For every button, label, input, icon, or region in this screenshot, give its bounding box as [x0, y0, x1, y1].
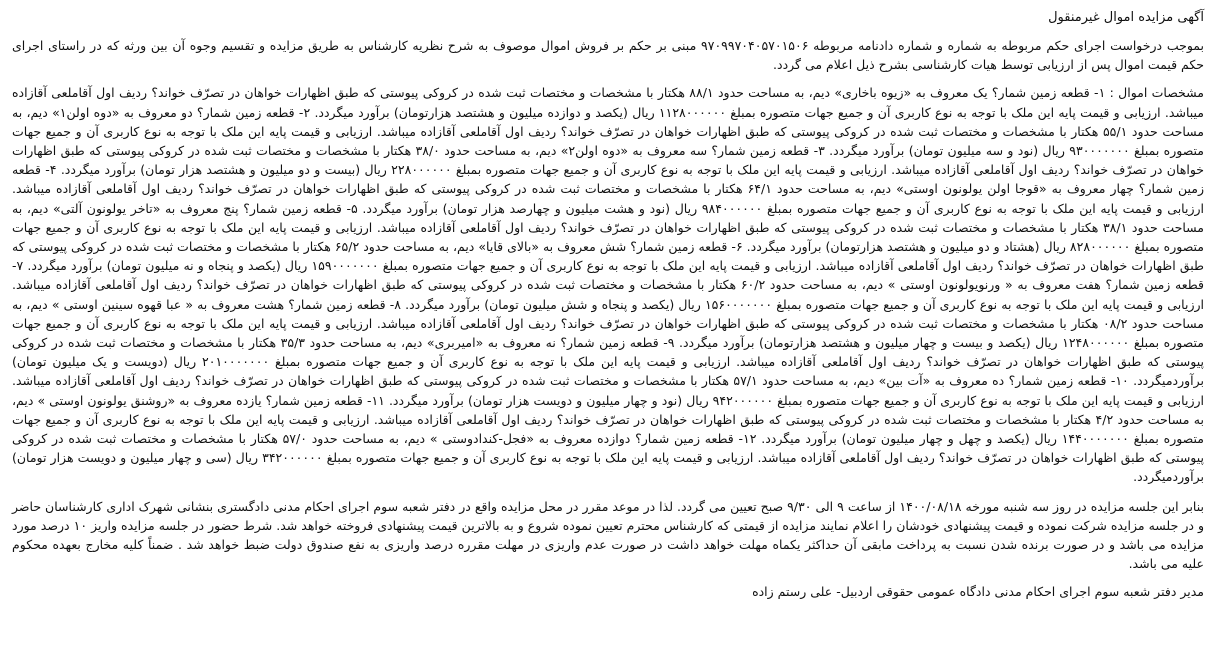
auction-session-paragraph: بنابر این جلسه مزایده در روز سه شنبه مورخه ۱۴۰۰/۰۸/۱۸ از ساعت ۹ الی ۹/۳۰ صبح تعیین می گردد. لذا در موعد مقرر در محل مزایده واقع در دفتر شعبه سوم اجرای احکام مدنی دادگستری بنشانی شهرک اداری کارشناسان حاضر و در جلسه مزایده شرکت نموده و قیمت پیشنهادی خودشان را اعلام نمایند مزایده از قیمتی که کارشناس محترم تعیین نموده شروع و به بالاترین قیمت پیشنهادی فروخته خواهد شد. شرط حضور در جلسه مزایده واریز ۱۰ درصد مورد مزایده می باشد و در صورت برنده شدن نسبت به پرداخت مابقی آن حداکثر یکماه مهلت خواهد داشت در صورت عدم واریزی در مهلت مقرره درصد واریزی به نفع صندوق دولت ضبط خواهد شد . ضمناً کلیه مخارج بعهده محکوم علیه می باشد.	[12, 498, 1205, 572]
notice-title: آگهی مزایده اموال غیرمنقول	[1048, 10, 1204, 25]
signature-line: مدیر دفتر شعبه سوم اجرای احکام مدنی دادگاه عمومی حقوقی اردبیل- علی رستم زاده	[752, 584, 1204, 600]
notice-intro-paragraph: بموجب درخواست اجرای حکم مربوطه به شماره و شماره دادنامه مربوطه ۹۷۰۹۹۷۰۴۰۵۷۰۱۵۰۶ مبنی بر حکم بر فروش اموال موصوف به شرح نظریه کارشناس به طریق مزایده و تقسیم وجوه آن بین ورثه که در راستای اجرای حکم قیمت اموال پس از ارزیابی توسط هیات کارشناسی بشرح ذیل اعلام می گردد.	[12, 38, 1204, 73]
property-specifications-paragraph: مشخصات اموال : ۱- قطعه زمین شمار؟ یک معروف به «زیوه باخاری» دیم، به مساحت حدود ۸۸/۱ هکتار با مشخصات و مختصات ثبت شده در کروکی پیوستی که طبق اظهارات خواهان در تصرّف خواند؟ ردیف اول آقاملعی آقازاده میباشد. ارزیابی و قیمت پایه این ملک با توجه به نوع کاربری آن و جمیع جهات متصوره بمبلغ ۱۱۲۸۰۰۰۰۰۰ ریال (یکصد و دوازده میلیون و هشتصد هزارتومان) برآورد میگردد. ۲- قطعه زمین شمار؟ دو معروف به «دوه اولن۱» دیم، به مساحت حدود ۵۵/۱ هکتار با مشخصات و مختصات ثبت شده در کروکی پیوستی که طبق اظهارات خواهان در تصرّف خواند؟ ردیف اول آقاملعی آقازاده میباشد. ارزیابی و قیمت پایه این ملک با توجه به نوع کاربری آن و جمیع جهات متصوره بمبلغ ۹۳۰۰۰۰۰۰۰ ریال (نود و سه میلیون تومان) برآورد میگردد. ۳- قطعه زمین شمار؟ سه معروف به «دوه اولن۲» دیم، به مساحت حدود ۳۸/۰ هکتار با مشخصات و مختصات ثبت شده در کروکی پیوستی که طبق اظهارات خواهان در تصرّف خواند؟ ردیف اول آقاملعی آقازاده میباشد. ارزیابی و قیمت پایه این ملک با توجه به نوع کاربری آن و جمیع جهات متصوره بمبلغ ۲۲۸۰۰۰۰۰۰ ریال (بیست و دو میلیون و هشتصد هزار تومان) برآورد میگردد. ۴- قطعه زمین شمار؟ چهار معروف به «قوجا اولن یولونون اوستی» دیم، به مساحت حدود ۶۴/۱ هکتار با مشخصات و مختصات ثبت شده در کروکی پیوستی که طبق اظهارات خواهان در تصرّف خواند؟ ردیف اول آقاملعی آقازاده میباشد. ارزیابی و قیمت پایه این ملک با توجه به نوع کاربری آن و جمیع جهات متصوره بمبلغ ۹۸۴۰۰۰۰۰۰ ریال (نود و هشت میلیون و چهارصد هزار تومان) برآورد میگردد. ۵- قطعه زمین شمار؟ پنج معروف به «تاخر یولونون آلتی» دیم، به مساحت حدود ۳۸/۱ هکتار با مشخصات و مختصات ثبت شده در کروکی پیوستی که طبق اظهارات خواهان در تصرّف خواند؟ ردیف اول آقاملعی آقازاده میباشد. ارزیابی و قیمت پایه این ملک با توجه به نوع کاربری آن و جمیع جهات متصوره بمبلغ ۸۲۸۰۰۰۰۰۰ ریال (هشتاد و دو میلیون و هشتصد هزارتومان) برآورد میگردد. ۶- قطعه زمین شمار؟ شش معروف به «بالای قایا» دیم، به مساحت حدود ۶۵/۲ هکتار با مشخصات و مختصات ثبت شده در کروکی پیوستی که طبق اظهارات خواهان در تصرّف خواند؟ ردیف اول آقاملعی آقازاده میباشد. ارزیابی و قیمت پایه این ملک با توجه به نوع کاربری آن و جمیع جهات متصوره بمبلغ ۱۵۹۰۰۰۰۰۰۰ ریال (یکصد و پنجاه و نه میلیون تومان) برآورد میگردد. ۷- قطعه زمین شمار؟ هفت معروف به « ورنویولونون اوستی » دیم، به مساحت حدود ۶۰/۲ هکتار با مشخصات و مختصات ثبت شده در کروکی پیوستی که طبق اظهارات خواهان در تصرّف خواند؟ ردیف اول آقاملعی آقازاده میباشد. ارزیابی و قیمت پایه این ملک با توجه به نوع کاربری آن و جمیع جهات متصوره بمبلغ ۱۵۶۰۰۰۰۰۰۰ ریال (یکصد و پنجاه و شش میلیون تومان) برآورد میگردد. ۸- قطعه زمین شمار؟ هشت معروف به « عبا قهوه سینین اوستی » دیم، به مساحت حدود ۰۸/۲ هکتار با مشخصات و مختصات ثبت شده در کروکی پیوستی که طبق اظهارات خواهان در تصرّف خواند؟ ردیف اول آقاملعی آقازاده میباشد. ارزیابی و قیمت پایه این ملک با توجه به نوع کاربری آن و جمیع جهات متصوره بمبلغ ۱۲۴۸۰۰۰۰۰۰ ریال (یکصد و بیست و چهار میلیون و هشتصد هزارتومان) برآورد میگردد. ۹- قطعه زمین شمار؟ نه معروف به «امیربری» دیم، به مساحت حدود ۳۵/۳ هکتار با مشخصات و مختصات ثبت شده در کروکی پیوستی که طبق اظهارات خواهان در تصرّف خواند؟ ردیف اول آقاملعی آقازاده میباشد. ارزیابی و قیمت پایه این ملک با توجه به نوع کاربری آن و جمیع جهات متصوره بمبلغ ۲۰۱۰۰۰۰۰۰۰ ریال (دویست و یک میلیون تومان) برآوردمیگردد. ۱۰- قطعه زمین شمار؟ ده معروف به «آت بین» دیم، به مساحت حدود ۵۷/۱ هکتار با مشخصات و مختصات ثبت شده در کروکی پیوستی که طبق اظهارات خواهان در تصرّف خواند؟ ردیف اول آقاملعی آقازاده میباشد. ارزیابی و قیمت پایه این ملک با توجه به نوع کاربری آن و جمیع جهات متصوره بمبلغ ۹۴۲۰۰۰۰۰۰ ریال (نود و چهار میلیون و دویست هزار تومان) برآورد میگردد. ۱۱- قطعه زمین شمار؟ یازده معروف به «روشنق یولونون اوستی » دیم، به مساحت حدود ۴/۲ هکتار با مشخصات و مختصات ثبت شده در کروکی پیوستی که طبق اظهارات خواهان در تصرّف خواند؟ ردیف اول آقاملعی آقازاده میباشد. ارزیابی و قیمت پایه این ملک با توجه به نوع کاربری آن و جمیع جهات متصوره بمبلغ ۱۴۴۰۰۰۰۰۰۰ ریال (یکصد و چهل و چهار میلیون تومان) برآورد میگردد. ۱۲- قطعه زمین شمار؟ دوازده معروف به «فجل-کندادوستی » دیم، به مساحت حدود ۵۷/۰ هکتار با مشخصات و مختصات ثبت شده در کروکی پیوستی که طبق اظهارات خواهان در تصرّف خواند؟ ردیف اول آقاملعی آقازاده میباشد. ارزیابی و قیمت پایه این ملک با توجه به نوع کاربری آن و جمیع جهات متصوره بمبلغ ۳۴۲۰۰۰۰۰۰ ریال (سی و چهار میلیون و دویست هزار تومان) برآوردمیگردد.	[12, 85, 1205, 485]
